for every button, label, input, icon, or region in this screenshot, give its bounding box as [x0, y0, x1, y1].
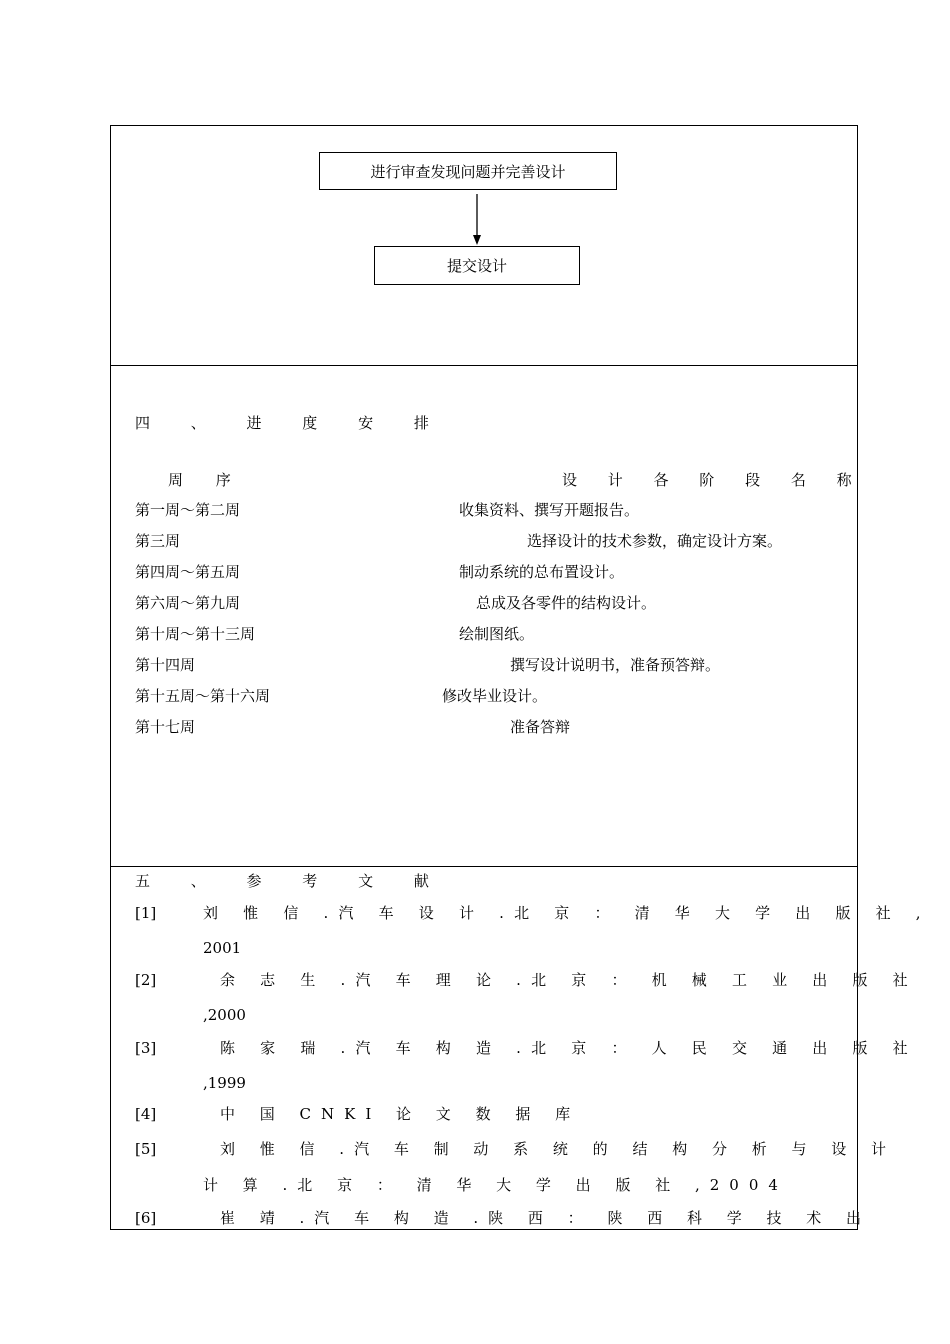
schedule-week: 第六周～第九周 [135, 594, 241, 612]
schedule-section [110, 365, 858, 867]
schedule-task: 总成及各零件的结构设计。 [476, 594, 657, 612]
schedule-task: 制动系统的总布置设计。 [459, 563, 625, 581]
schedule-week: 第一周～第二周 [135, 501, 241, 519]
schedule-week: 第十四周 [135, 656, 196, 674]
reference-text-cont: 计 算 .北 京 ： 清 华 大 学 出 版 社 ,2004 [203, 1176, 788, 1194]
reference-number: [1] [135, 904, 157, 922]
schedule-week: 第十七周 [135, 718, 196, 736]
schedule-week: 第四周～第五周 [135, 563, 241, 581]
reference-number: [3] [135, 1039, 157, 1057]
schedule-col-stage: 设 计 各 阶 段 名 称 [562, 471, 865, 489]
reference-number: [2] [135, 971, 157, 989]
reference-text-cont: 2001 [203, 939, 242, 957]
reference-text: 陈 家 瑞 .汽 车 构 造 .北 京 ： 人 民 交 通 出 版 社 [220, 1039, 918, 1057]
reference-number: [5] [135, 1140, 157, 1158]
reference-text: 刘 惟 信 .汽 车 制 动 系 统 的 结 构 分 析 与 设 计 [220, 1140, 897, 1158]
schedule-task: 选择设计的技术参数，确定设计方案。 [527, 532, 783, 550]
reference-number: [4] [135, 1105, 157, 1123]
schedule-task: 修改毕业设计。 [442, 687, 548, 705]
reference-text: 余 志 生 .汽 车 理 论 .北 京 ： 机 械 工 业 出 版 社 [220, 971, 918, 989]
schedule-task: 准备答辩 [510, 718, 571, 736]
schedule-week: 第三周 [135, 532, 181, 550]
reference-text-cont: ,2000 [203, 1006, 246, 1024]
schedule-task: 绘制图纸。 [459, 625, 535, 643]
schedule-task: 收集资料、撰写开题报告。 [459, 501, 640, 519]
references-heading: 五 、 参 考 文 献 [135, 872, 447, 890]
flow-arrow [470, 190, 486, 246]
schedule-col-week: 周 序 [168, 471, 245, 489]
reference-text-cont: ,1999 [203, 1074, 246, 1092]
flow-step-submit: 提交设计 [374, 246, 580, 285]
reference-text: 刘 惟 信 .汽 车 设 计 .北 京 ： 清 华 大 学 出 版 社 , [203, 904, 931, 922]
reference-number: [6] [135, 1209, 157, 1227]
schedule-week: 第十五周～第十六周 [135, 687, 271, 705]
schedule-task: 撰写设计说明书，准备预答辩。 [510, 656, 721, 674]
flow-step-review: 进行审查发现问题并完善设计 [319, 152, 617, 190]
schedule-heading: 四 、 进 度 安 排 [135, 414, 447, 432]
schedule-week: 第十周～第十三周 [135, 625, 256, 643]
reference-text: 崔 靖 .汽 车 构 造 .陕 西 ： 陕 西 科 学 技 术 出 [220, 1209, 872, 1227]
reference-text: 中 国 CNKI 论 文 数 据 库 [220, 1105, 581, 1123]
